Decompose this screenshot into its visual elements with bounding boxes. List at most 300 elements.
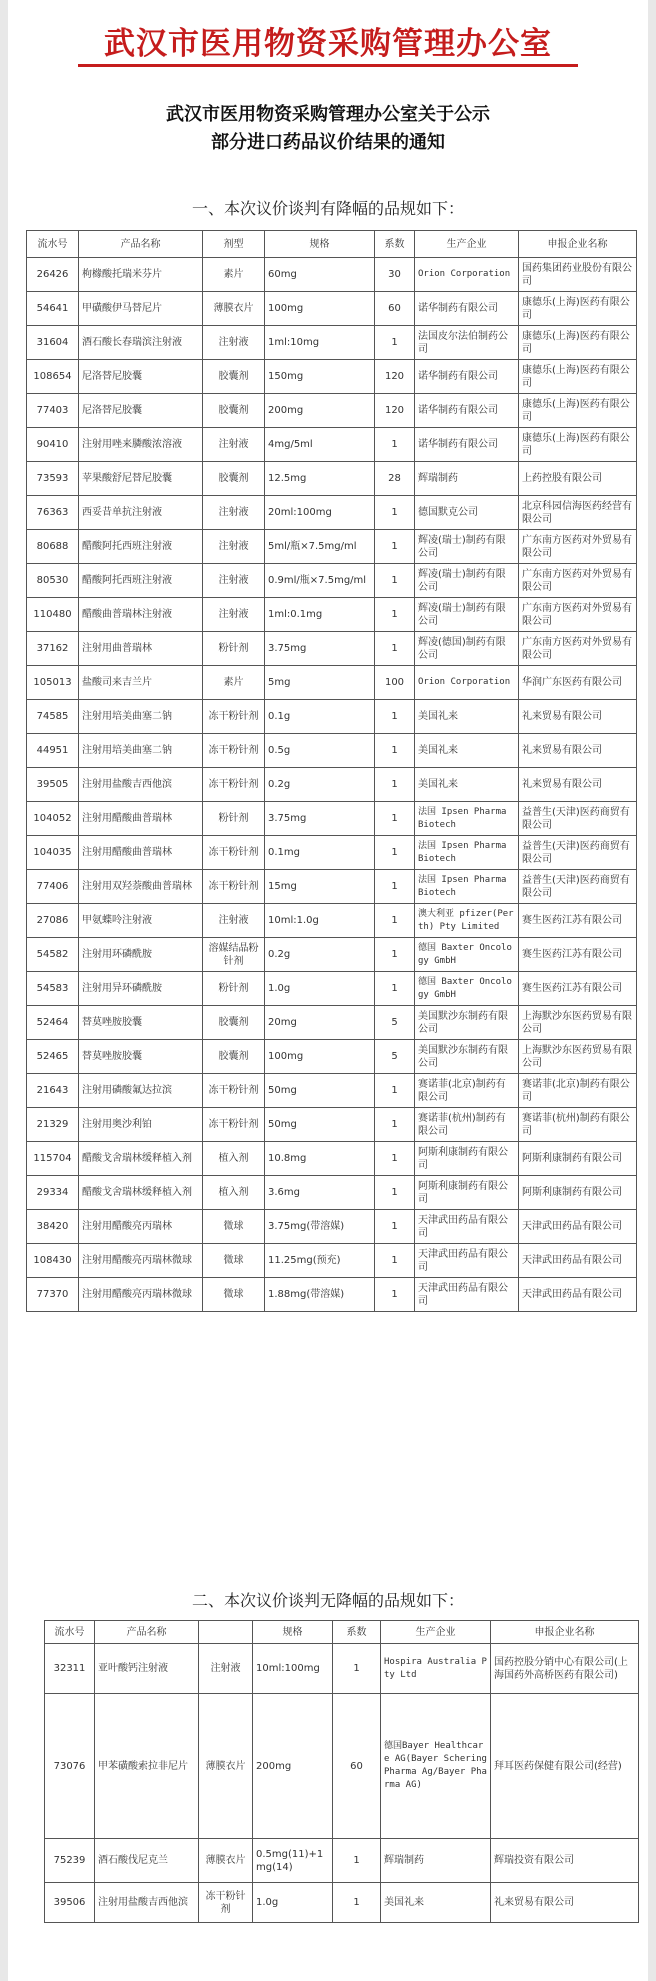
cell-applicant: 康德乐(上海)医药有限公司	[519, 360, 637, 394]
cell-spec: 200mg	[265, 394, 375, 428]
table-row	[27, 428, 637, 462]
cell-serial: 77403	[27, 394, 79, 428]
table-row	[45, 1644, 639, 1694]
cell-spec: 1.0g	[253, 1883, 333, 1923]
cell-applicant: 礼来贸易有限公司	[519, 734, 637, 768]
cell-applicant: 康德乐(上海)医药有限公司	[519, 326, 637, 360]
cell-applicant: 辉瑞投资有限公司	[491, 1839, 639, 1883]
cell-serial: 90410	[27, 428, 79, 462]
cell-product: 替莫唑胺胶囊	[79, 1006, 203, 1040]
cell-serial: 108654	[27, 360, 79, 394]
cell-spec: 0.2g	[265, 768, 375, 802]
cell-spec: 5ml/瓶×7.5mg/ml	[265, 530, 375, 564]
cell-serial: 32311	[45, 1644, 95, 1694]
notice-title-line1: 武汉市医用物资采购管理办公室关于公示	[166, 104, 490, 125]
cell-product: 酒石酸长春瑞滨注射液	[79, 326, 203, 360]
cell-factor: 1	[375, 496, 415, 530]
cell-applicant: 赛生医药江苏有限公司	[519, 904, 637, 938]
table-row	[27, 1244, 637, 1278]
table-row	[27, 564, 637, 598]
cell-manufacturer: 诺华制药有限公司	[415, 394, 519, 428]
cell-manufacturer: 美国默沙东制药有限公司	[415, 1040, 519, 1074]
cell-applicant: 礼来贸易有限公司	[519, 768, 637, 802]
cell-factor: 1	[375, 564, 415, 598]
cell-product: 尼洛替尼胶囊	[79, 360, 203, 394]
cell-manufacturer: 赛诺菲(杭州)制药有限公司	[415, 1108, 519, 1142]
cell-product: 甲氨蝶呤注射液	[79, 904, 203, 938]
cell-applicant: 康德乐(上海)医药有限公司	[519, 394, 637, 428]
cell-form: 注射液	[199, 1644, 253, 1694]
cell-factor: 1	[375, 938, 415, 972]
cell-manufacturer: 诺华制药有限公司	[415, 428, 519, 462]
cell-applicant: 北京科园信海医药经营有限公司	[519, 496, 637, 530]
cell-form: 冻干粉针剂	[203, 768, 265, 802]
section2-rows	[45, 1644, 639, 1923]
cell-product: 注射用双羟萘酸曲普瑞林	[79, 870, 203, 904]
table-row	[27, 700, 637, 734]
cell-serial: 29334	[27, 1176, 79, 1210]
cell-manufacturer: 辉瑞制药	[381, 1839, 491, 1883]
cell-spec: 60mg	[265, 258, 375, 292]
cell-spec: 0.5mg(11)+1mg(14)	[253, 1839, 333, 1883]
cell-spec: 1.0g	[265, 972, 375, 1006]
cell-factor: 1	[333, 1839, 381, 1883]
cell-factor: 1	[375, 768, 415, 802]
cell-applicant: 康德乐(上海)医药有限公司	[519, 428, 637, 462]
cell-product: 盐酸司来吉兰片	[79, 666, 203, 700]
cell-factor: 30	[375, 258, 415, 292]
cell-form: 注射液	[203, 904, 265, 938]
cell-manufacturer: 德国Bayer Healthcare AG(Bayer Schering Pharma Ag/Bayer Pharma AG)	[381, 1694, 491, 1839]
cell-product: 注射用盐酸吉西他滨	[79, 768, 203, 802]
cell-manufacturer: 美国礼来	[415, 700, 519, 734]
cell-applicant: 国药集团药业股份有限公司	[519, 258, 637, 292]
cell-applicant: 益普生(天津)医药商贸有限公司	[519, 870, 637, 904]
section2-title: 二、本次议价谈判无降幅的品规如下：	[191, 1591, 464, 1610]
cell-product: 西妥昔单抗注射液	[79, 496, 203, 530]
cell-factor: 1	[375, 700, 415, 734]
cell-spec: 0.5g	[265, 734, 375, 768]
cell-form: 注射液	[203, 428, 265, 462]
cell-applicant: 广东南方医药对外贸易有限公司	[519, 530, 637, 564]
cell-factor: 1	[375, 1210, 415, 1244]
cell-serial: 105013	[27, 666, 79, 700]
table-row	[27, 1176, 637, 1210]
cell-factor: 1	[375, 904, 415, 938]
cell-manufacturer: 赛诺菲(北京)制药有限公司	[415, 1074, 519, 1108]
section1-rows	[27, 258, 637, 1312]
cell-serial: 110480	[27, 598, 79, 632]
cell-applicant: 华润广东医药有限公司	[519, 666, 637, 700]
cell-form: 冻干粉针剂	[203, 836, 265, 870]
cell-serial: 108430	[27, 1244, 79, 1278]
table-row	[27, 1074, 637, 1108]
col-form	[199, 1621, 253, 1644]
col-serial: 流水号	[27, 231, 79, 258]
cell-spec: 1ml:10mg	[265, 326, 375, 360]
cell-factor: 1	[375, 1176, 415, 1210]
cell-serial: 54582	[27, 938, 79, 972]
table-row	[27, 972, 637, 1006]
cell-spec: 3.75mg(带溶媒)	[265, 1210, 375, 1244]
cell-spec: 20mg	[265, 1006, 375, 1040]
cell-product: 枸橼酸托瑞米芬片	[79, 258, 203, 292]
cell-applicant: 康德乐(上海)医药有限公司	[519, 292, 637, 326]
cell-spec: 0.1mg	[265, 836, 375, 870]
cell-product: 注射用醋酸亮丙瑞林微球	[79, 1278, 203, 1312]
cell-spec: 3.75mg	[265, 632, 375, 666]
cell-form: 微球	[203, 1278, 265, 1312]
cell-product: 酒石酸伐尼克兰	[95, 1839, 199, 1883]
cell-manufacturer: Orion Corporation	[415, 666, 519, 700]
cell-factor: 1	[375, 734, 415, 768]
cell-serial: 77406	[27, 870, 79, 904]
section2-table	[44, 1620, 639, 1923]
cell-applicant: 上海默沙东医药贸易有限公司	[519, 1006, 637, 1040]
cell-form: 素片	[203, 666, 265, 700]
cell-applicant: 赛诺菲(北京)制药有限公司	[519, 1074, 637, 1108]
cell-form: 薄膜衣片	[199, 1839, 253, 1883]
cell-form: 注射液	[203, 530, 265, 564]
cell-manufacturer: 德国 Baxter Oncology GmbH	[415, 938, 519, 972]
cell-serial: 115704	[27, 1142, 79, 1176]
cell-spec: 100mg	[265, 292, 375, 326]
cell-manufacturer: 阿斯利康制药有限公司	[415, 1142, 519, 1176]
cell-form: 微球	[203, 1210, 265, 1244]
table-row	[27, 768, 637, 802]
section1-header-row	[27, 231, 637, 258]
cell-form: 胶囊剂	[203, 394, 265, 428]
cell-applicant: 礼来贸易有限公司	[491, 1883, 639, 1923]
cell-factor: 1	[333, 1883, 381, 1923]
cell-manufacturer: 美国礼来	[381, 1883, 491, 1923]
cell-spec: 1.88mg(带溶媒)	[265, 1278, 375, 1312]
cell-manufacturer: 天津武田药品有限公司	[415, 1278, 519, 1312]
cell-form: 胶囊剂	[203, 1040, 265, 1074]
cell-product: 醋酸戈舍瑞林缓释植入剂	[79, 1142, 203, 1176]
cell-product: 醋酸阿托西班注射液	[79, 564, 203, 598]
cell-product: 注射用异环磷酰胺	[79, 972, 203, 1006]
cell-factor: 1	[375, 1244, 415, 1278]
col-form: 剂型	[203, 231, 265, 258]
section1-table	[26, 230, 637, 1312]
notice-title-line2: 部分进口药品议价结果的通知	[211, 132, 445, 153]
cell-product: 注射用奥沙利铂	[79, 1108, 203, 1142]
cell-manufacturer: 天津武田药品有限公司	[415, 1210, 519, 1244]
table-row	[27, 802, 637, 836]
cell-product: 注射用曲普瑞林	[79, 632, 203, 666]
cell-factor: 100	[375, 666, 415, 700]
cell-form: 胶囊剂	[203, 360, 265, 394]
cell-serial: 73593	[27, 462, 79, 496]
col-product: 产品名称	[79, 231, 203, 258]
cell-serial: 74585	[27, 700, 79, 734]
cell-form: 冻干粉针剂	[203, 700, 265, 734]
table-row	[45, 1839, 639, 1883]
cell-form: 冻干粉针剂	[203, 1108, 265, 1142]
table-row	[45, 1883, 639, 1923]
cell-applicant: 拜耳医药保健有限公司(经营)	[491, 1694, 639, 1839]
cell-form: 薄膜衣片	[199, 1694, 253, 1839]
table-row	[27, 734, 637, 768]
cell-applicant: 广东南方医药对外贸易有限公司	[519, 598, 637, 632]
cell-spec: 10.8mg	[265, 1142, 375, 1176]
cell-product: 替莫唑胺胶囊	[79, 1040, 203, 1074]
col-manufacturer: 生产企业	[415, 231, 519, 258]
cell-product: 甲磺酸伊马替尼片	[79, 292, 203, 326]
cell-factor: 60	[333, 1694, 381, 1839]
cell-spec: 100mg	[265, 1040, 375, 1074]
cell-serial: 52465	[27, 1040, 79, 1074]
cell-applicant: 天津武田药品有限公司	[519, 1244, 637, 1278]
cell-product: 注射用醋酸亮丙瑞林微球	[79, 1244, 203, 1278]
cell-product: 注射用盐酸吉西他滨	[95, 1883, 199, 1923]
cell-factor: 1	[333, 1644, 381, 1694]
table-row	[27, 1006, 637, 1040]
cell-applicant: 赛诺菲(杭州)制药有限公司	[519, 1108, 637, 1142]
table-row	[27, 1040, 637, 1074]
cell-factor: 1	[375, 972, 415, 1006]
cell-applicant: 广东南方医药对外贸易有限公司	[519, 564, 637, 598]
cell-product: 醋酸戈舍瑞林缓释植入剂	[79, 1176, 203, 1210]
cell-factor: 1	[375, 1142, 415, 1176]
table-row	[27, 870, 637, 904]
cell-form: 粉针剂	[203, 972, 265, 1006]
table-row	[27, 530, 637, 564]
cell-serial: 21643	[27, 1074, 79, 1108]
table-row	[27, 598, 637, 632]
cell-serial: 104052	[27, 802, 79, 836]
cell-form: 注射液	[203, 496, 265, 530]
cell-form: 粉针剂	[203, 802, 265, 836]
cell-serial: 27086	[27, 904, 79, 938]
cell-serial: 44951	[27, 734, 79, 768]
col-spec: 规格	[253, 1621, 333, 1644]
cell-serial: 54641	[27, 292, 79, 326]
cell-form: 素片	[203, 258, 265, 292]
cell-manufacturer: 辉凌(德国)制药有限公司	[415, 632, 519, 666]
cell-serial: 80530	[27, 564, 79, 598]
cell-spec: 0.9ml/瓶×7.5mg/ml	[265, 564, 375, 598]
cell-manufacturer: 法国 Ipsen Pharma Biotech	[415, 802, 519, 836]
cell-product: 注射用环磷酰胺	[79, 938, 203, 972]
cell-factor: 5	[375, 1040, 415, 1074]
cell-serial: 37162	[27, 632, 79, 666]
cell-spec: 10ml:100mg	[253, 1644, 333, 1694]
col-serial: 流水号	[45, 1621, 95, 1644]
cell-factor: 1	[375, 428, 415, 462]
cell-manufacturer: 阿斯利康制药有限公司	[415, 1176, 519, 1210]
cell-factor: 5	[375, 1006, 415, 1040]
cell-manufacturer: 诺华制药有限公司	[415, 292, 519, 326]
cell-spec: 50mg	[265, 1108, 375, 1142]
cell-factor: 120	[375, 394, 415, 428]
cell-serial: 75239	[45, 1839, 95, 1883]
cell-factor: 1	[375, 530, 415, 564]
table-row	[27, 632, 637, 666]
cell-applicant: 国药控股分销中心有限公司(上海国药外高桥医药有限公司)	[491, 1644, 639, 1694]
table-row	[27, 1278, 637, 1312]
cell-spec: 150mg	[265, 360, 375, 394]
cell-spec: 12.5mg	[265, 462, 375, 496]
cell-manufacturer: 德国默克公司	[415, 496, 519, 530]
cell-factor: 1	[375, 1278, 415, 1312]
cell-spec: 0.1g	[265, 700, 375, 734]
org-title: 武汉市医用物资采购管理办公室	[104, 26, 552, 62]
cell-applicant: 益普生(天津)医药商贸有限公司	[519, 802, 637, 836]
cell-product: 注射用磷酸氟达拉滨	[79, 1074, 203, 1108]
cell-product: 醋酸阿托西班注射液	[79, 530, 203, 564]
cell-applicant: 上海默沙东医药贸易有限公司	[519, 1040, 637, 1074]
letterhead	[8, 0, 648, 82]
cell-spec: 10ml:1.0g	[265, 904, 375, 938]
cell-factor: 1	[375, 802, 415, 836]
cell-spec: 5mg	[265, 666, 375, 700]
cell-manufacturer: 诺华制药有限公司	[415, 360, 519, 394]
cell-manufacturer: 德国 Baxter Oncology GmbH	[415, 972, 519, 1006]
cell-applicant: 益普生(天津)医药商贸有限公司	[519, 836, 637, 870]
document-page	[8, 0, 648, 1981]
cell-form: 注射液	[203, 598, 265, 632]
col-spec: 规格	[265, 231, 375, 258]
table-row	[27, 258, 637, 292]
cell-product: 尼洛替尼胶囊	[79, 394, 203, 428]
cell-factor: 1	[375, 1108, 415, 1142]
cell-manufacturer: 辉凌(瑞士)制药有限公司	[415, 530, 519, 564]
cell-form: 冻干粉针剂	[199, 1883, 253, 1923]
cell-manufacturer: 辉凌(瑞士)制药有限公司	[415, 564, 519, 598]
cell-serial: 39505	[27, 768, 79, 802]
cell-applicant: 赛生医药江苏有限公司	[519, 972, 637, 1006]
cell-product: 注射用醋酸亮丙瑞林	[79, 1210, 203, 1244]
table-row	[27, 292, 637, 326]
table-row	[27, 360, 637, 394]
cell-serial: 38420	[27, 1210, 79, 1244]
cell-applicant: 阿斯利康制药有限公司	[519, 1142, 637, 1176]
cell-factor: 1	[375, 598, 415, 632]
cell-serial: 39506	[45, 1883, 95, 1923]
table-row	[27, 904, 637, 938]
cell-manufacturer: 辉凌(瑞士)制药有限公司	[415, 598, 519, 632]
cell-serial: 104035	[27, 836, 79, 870]
cell-product: 苹果酸舒尼替尼胶囊	[79, 462, 203, 496]
cell-form: 注射液	[203, 326, 265, 360]
cell-spec: 11.25mg(预充)	[265, 1244, 375, 1278]
table-row	[27, 836, 637, 870]
cell-manufacturer: 法国 Ipsen Pharma Biotech	[415, 836, 519, 870]
cell-applicant: 礼来贸易有限公司	[519, 700, 637, 734]
table-row	[27, 326, 637, 360]
cell-manufacturer: 天津武田药品有限公司	[415, 1244, 519, 1278]
table-row	[45, 1694, 639, 1839]
cell-manufacturer: 美国礼来	[415, 734, 519, 768]
cell-form: 植入剂	[203, 1176, 265, 1210]
cell-form: 薄膜衣片	[203, 292, 265, 326]
section2-header-row	[45, 1621, 639, 1644]
cell-manufacturer: 法国皮尔法伯制药公司	[415, 326, 519, 360]
cell-manufacturer: 美国默沙东制药有限公司	[415, 1006, 519, 1040]
cell-applicant: 广东南方医药对外贸易有限公司	[519, 632, 637, 666]
letterhead-rule	[78, 64, 578, 67]
table-row	[27, 938, 637, 972]
table-row	[27, 1210, 637, 1244]
cell-serial: 21329	[27, 1108, 79, 1142]
cell-factor: 1	[375, 836, 415, 870]
cell-factor: 1	[375, 632, 415, 666]
cell-manufacturer: Orion Corporation	[415, 258, 519, 292]
col-product: 产品名称	[95, 1621, 199, 1644]
section1-title: 一、本次议价谈判有降幅的品规如下：	[191, 199, 464, 218]
cell-manufacturer: 辉瑞制药	[415, 462, 519, 496]
cell-form: 溶媒结晶粉针剂	[203, 938, 265, 972]
col-manufacturer: 生产企业	[381, 1621, 491, 1644]
cell-applicant: 上药控股有限公司	[519, 462, 637, 496]
cell-factor: 120	[375, 360, 415, 394]
col-factor: 系数	[375, 231, 415, 258]
cell-factor: 1	[375, 326, 415, 360]
col-factor: 系数	[333, 1621, 381, 1644]
cell-form: 粉针剂	[203, 632, 265, 666]
cell-manufacturer: 法国 Ipsen Pharma Biotech	[415, 870, 519, 904]
cell-spec: 3.6mg	[265, 1176, 375, 1210]
cell-spec: 50mg	[265, 1074, 375, 1108]
cell-form: 冻干粉针剂	[203, 734, 265, 768]
cell-form: 注射液	[203, 564, 265, 598]
cell-form: 冻干粉针剂	[203, 1074, 265, 1108]
table-row	[27, 1108, 637, 1142]
cell-spec: 15mg	[265, 870, 375, 904]
cell-product: 注射用唑来膦酸浓溶液	[79, 428, 203, 462]
table-row	[27, 1142, 637, 1176]
cell-product: 亚叶酸钙注射液	[95, 1644, 199, 1694]
cell-product: 注射用醋酸曲普瑞林	[79, 802, 203, 836]
cell-product: 注射用醋酸曲普瑞林	[79, 836, 203, 870]
cell-spec: 0.2g	[265, 938, 375, 972]
cell-applicant: 赛生医药江苏有限公司	[519, 938, 637, 972]
cell-spec: 3.75mg	[265, 802, 375, 836]
cell-serial: 76363	[27, 496, 79, 530]
col-applicant: 申报企业名称	[519, 231, 637, 258]
cell-product: 甲苯磺酸索拉非尼片	[95, 1694, 199, 1839]
cell-factor: 1	[375, 870, 415, 904]
cell-product: 醋酸曲普瑞林注射液	[79, 598, 203, 632]
cell-spec: 4mg/5ml	[265, 428, 375, 462]
cell-factor: 28	[375, 462, 415, 496]
cell-form: 胶囊剂	[203, 1006, 265, 1040]
cell-form: 微球	[203, 1244, 265, 1278]
cell-spec: 1ml:0.1mg	[265, 598, 375, 632]
cell-serial: 52464	[27, 1006, 79, 1040]
cell-product: 注射用培美曲塞二钠	[79, 700, 203, 734]
cell-manufacturer: 美国礼来	[415, 768, 519, 802]
cell-form: 冻干粉针剂	[203, 870, 265, 904]
table-row	[27, 462, 637, 496]
cell-spec: 200mg	[253, 1694, 333, 1839]
cell-form: 胶囊剂	[203, 462, 265, 496]
cell-applicant: 天津武田药品有限公司	[519, 1210, 637, 1244]
cell-applicant: 阿斯利康制药有限公司	[519, 1176, 637, 1210]
cell-factor: 60	[375, 292, 415, 326]
table-row	[27, 666, 637, 700]
cell-manufacturer: 澳大利亚 pfizer(Perth) Pty Limited	[415, 904, 519, 938]
cell-form: 植入剂	[203, 1142, 265, 1176]
cell-factor: 1	[375, 1074, 415, 1108]
col-applicant: 申报企业名称	[491, 1621, 639, 1644]
cell-applicant: 天津武田药品有限公司	[519, 1278, 637, 1312]
table-row	[27, 496, 637, 530]
cell-serial: 77370	[27, 1278, 79, 1312]
cell-serial: 73076	[45, 1694, 95, 1839]
